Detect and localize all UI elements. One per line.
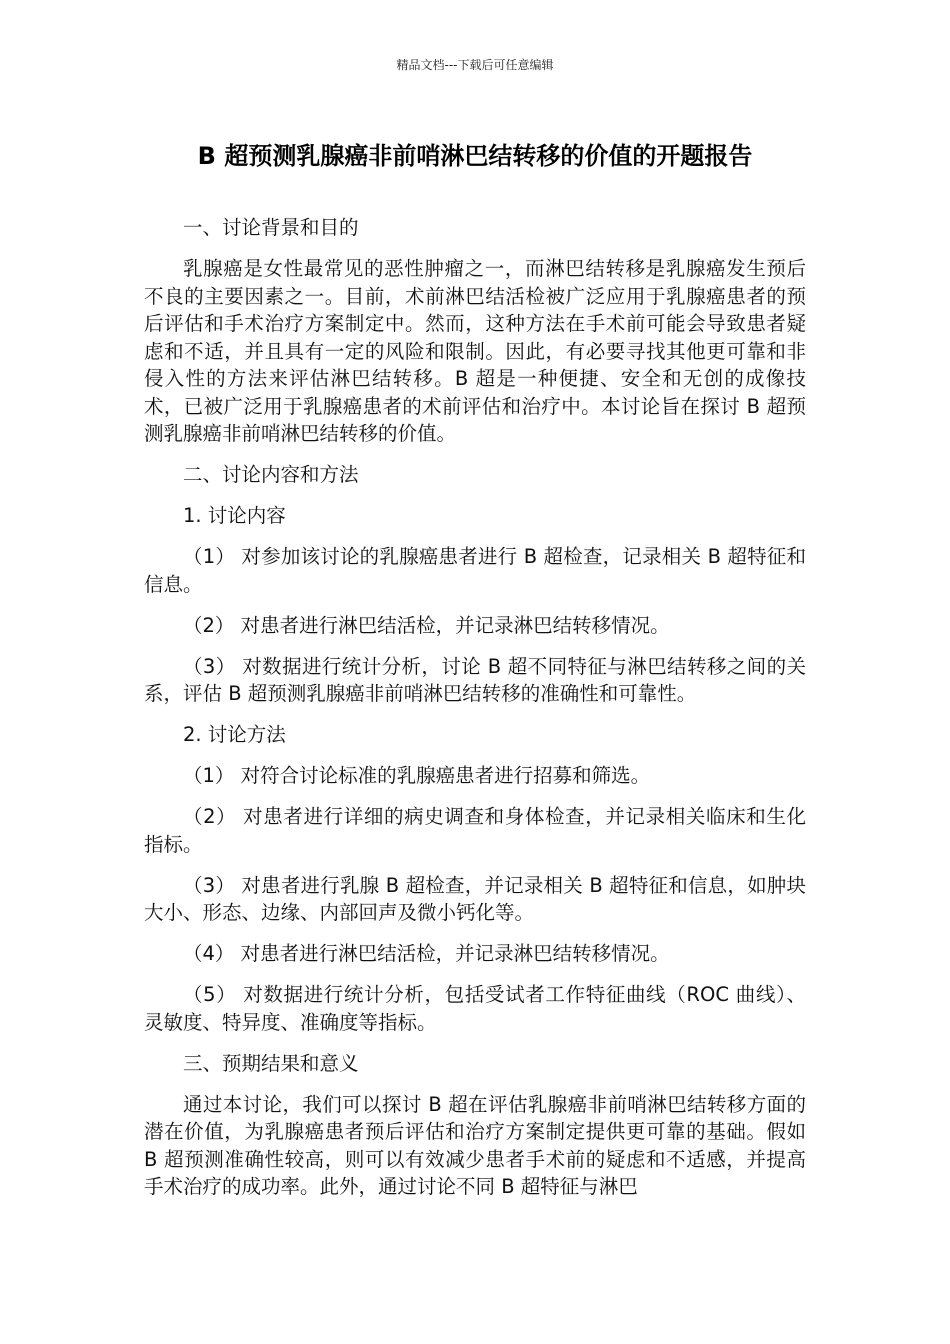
content-item-3: （3） 对数据进行统计分析，讨论 B 超不同特征与淋巴结转移之间的关系，评估 B 超预测乳腺癌非前哨淋巴结转移的准确性和可靠性。 [144,654,806,705]
section-heading-content-methods: 二、讨论内容和方法 [183,463,359,486]
header-note: 精品文档---下载后可任意编辑 [396,58,554,72]
document-body [144,214,806,1214]
subheading-methods: 2. 讨论方法 [183,723,286,746]
section-heading-expected-results: 三、预期结果和意义 [183,1051,359,1075]
method-item-3: （3） 对患者进行乳腺 B 超检查，并记录相关 B 超特征和信息，如肿块大小、形态、边缘、内部回声及微小钙化等。 [144,873,806,924]
content-item-2: （2） 对患者进行淋巴结活检，并记录淋巴结转移情况。 [183,613,670,637]
content-item-1: （1） 对参加该讨论的乳腺癌患者进行 B 超检查，记录相关 B 超特征和信息。 [144,545,806,596]
document-title: B 超预测乳腺癌非前哨淋巴结转移的价值的开题报告 [197,142,753,170]
subheading-content: 1. 讨论内容 [183,504,286,527]
method-item-1: （1） 对符合讨论标准的乳腺癌患者进行招募和筛选。 [183,764,651,787]
method-item-4: （4） 对患者进行淋巴结活检，并记录淋巴结转移情况。 [183,942,670,965]
method-item-2: （2） 对患者进行详细的病史调查和身体检查，并记录相关临床和生化指标。 [144,805,806,856]
section-heading-background: 一、讨论背景和目的 [183,216,359,239]
paragraph-background: 乳腺癌是女性最常见的恶性肿瘤之一，而淋巴结转移是乳腺癌发生预后不良的主要因素之一。目前，术前淋巴结活检被广泛应用于乳腺癌患者的预后评估和手术治疗方案制定中。然而，这种方法在手术前可能会导致患者疑虑和不适，并且具有一定的风险和限制。因此，有必要寻找其他更可靠和非侵入性的方法来评估淋巴结转移。B 超是一种便捷、安全和无创的成像技术，已被广泛用于乳腺癌患者的术前评估和治疗中。本讨论旨在探讨 B 超预测乳腺癌非前哨淋巴结转移的价值。 [144,257,806,445]
paragraph-expected-results: 通过本讨论，我们可以探讨 B 超在评估乳腺癌非前哨淋巴结转移方面的潜在价值，为乳腺癌患者预后评估和治疗方案制定提供更可靠的基础。假如 B 超预测准确性较高，则可以有效减少患者手术前的疑虑和不适感，并提高手术治疗的成功率。此外，通过讨论不同 B 超特征与淋巴 [144,1092,806,1198]
method-item-5: （5） 对数据进行统计分析，包括受试者工作特征曲线（ROC 曲线）、灵敏度、特异度、准确度等指标。 [144,983,806,1034]
